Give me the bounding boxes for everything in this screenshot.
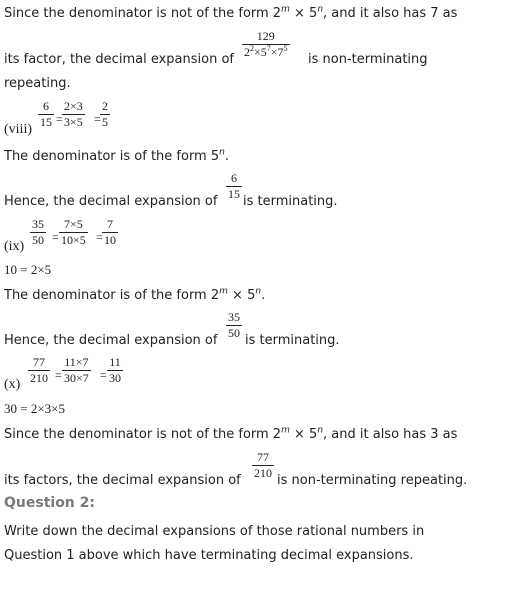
ix-hence-fraction: $\frac{35}{50}$: [228, 310, 240, 340]
text: Since the denominator is not of the form 2: [4, 6, 282, 21]
question-heading: Question 2:: [4, 495, 95, 511]
x-lead-line: Since the denominator is not of the form $2^m \times 5^n$, and it also has 3 as: [4, 425, 458, 442]
text: its factor, the decimal expansion of: [4, 52, 234, 67]
ix-hence-prefix: Hence, the decimal expansion of: [4, 333, 218, 348]
equals-sign: =: [94, 112, 101, 126]
viii-hence-prefix: Hence, the decimal expansion of: [4, 194, 218, 209]
viii-factor-line-suffix: [308, 52, 428, 68]
x-factor-suffix: is non-terminating repeating.: [277, 473, 468, 488]
equals-sign: =: [55, 368, 62, 382]
x-factor-fraction: $\frac{77}{210}$: [254, 450, 272, 480]
x-fraction-3: $\frac{11}{30}$: [109, 355, 121, 385]
text: × 5: [289, 6, 318, 21]
x-fraction-1: $\frac{77}{210}$: [30, 355, 48, 385]
ix-fraction-2: $\frac{7\times 5}{10\times 5}$: [61, 217, 86, 247]
ix-hence-suffix: is terminating.: [245, 333, 340, 348]
ix-denominator-line: The denominator is of the form $2^m \times 5^n$.: [4, 286, 266, 303]
viii-fraction-3: $\frac{2}{5}$: [102, 99, 108, 129]
viii-fraction-2: $\frac{2\times 3}{3\times 5}$: [64, 99, 83, 129]
denominator: $2^2\times 5^7\times 7^5$: [244, 44, 288, 59]
viii-lead-line: [4, 6, 457, 22]
numerator: 129: [242, 30, 290, 45]
viii-repeating: [4, 76, 71, 92]
superscript-m: m: [281, 4, 290, 15]
ix-fraction-1: $\frac{35}{50}$: [32, 217, 44, 247]
ix-fraction-3: $\frac{7}{10}$: [104, 217, 116, 247]
viii-denominator-line: The denominator is of the form 5$^n$.: [4, 147, 229, 164]
equals-sign: =: [96, 230, 103, 244]
viii-factor-line-prefix: [4, 52, 234, 68]
part-label-ix: (ix): [4, 239, 25, 254]
x-factor-prefix: its factors, the decimal expansion of: [4, 473, 241, 488]
part-label-x: (x): [4, 377, 21, 392]
viii-hence-fraction: $\frac{6}{15}$: [228, 171, 240, 201]
text: repeating.: [4, 76, 71, 91]
viii-fraction-1: $\frac{6}{15}$: [40, 99, 52, 129]
text: is non-terminating: [308, 52, 428, 67]
fraction-129: [242, 30, 290, 59]
equals-sign: =: [56, 112, 63, 126]
equals-sign: =: [52, 230, 59, 244]
part-label-viii: (viii): [4, 122, 32, 137]
x-factorization: 30 = 2×3×5: [4, 401, 65, 416]
text: , and it also has 7 as: [323, 6, 458, 21]
question-text-line-1: Write down the decimal expansions of those rational numbers in: [4, 524, 425, 539]
ix-factorization: 10 = 2×5: [4, 262, 52, 277]
viii-hence-suffix: is terminating.: [243, 194, 338, 209]
x-fraction-2: $\frac{11\times 7}{30\times 7}$: [64, 355, 89, 385]
equals-sign: =: [100, 368, 107, 382]
question-text-line-2: Question 1 above which have terminating decimal expansions.: [4, 548, 414, 563]
superscript-n: n: [317, 4, 324, 15]
